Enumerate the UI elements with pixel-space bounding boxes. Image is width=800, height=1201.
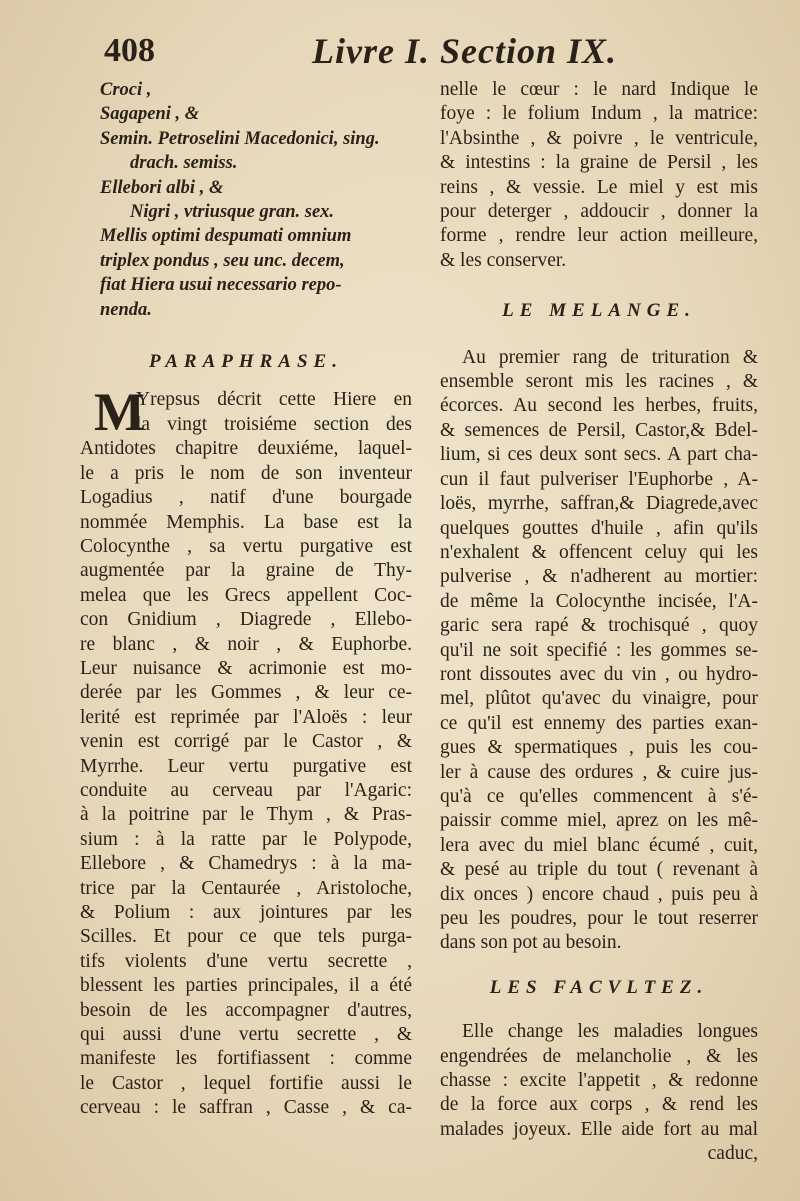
paragraph-line: conduite au cerveau par l'Agaric: [80,779,412,801]
paragraph-line: Elle change les maladies longues [462,1021,758,1043]
paragraph-line: cerveau : le saffran , Casse , & ca- [80,1097,412,1119]
catchword: caduc, [707,1143,758,1165]
paragraph-line: ront dissoutes avec du vin , ou hydro- [440,663,758,685]
paragraph-line: ce qu'il est ennemy des parties exan- [440,712,758,734]
paragraph-line: Antidotes chapitre deuxiéme, laquel- [80,438,412,460]
paragraph-line: le Castor , lequel fortifie aussi le [80,1072,412,1094]
paragraph-line: con Gnidium , Diagrede , Ellebo- [80,609,412,631]
paragraph-line: à la poitrine par le Thym , & Pras- [80,804,412,826]
recipe-line: Sagapeni , & [100,104,200,125]
paragraph-line: Yrepsus décrit cette Hiere en [136,389,412,411]
section-heading-paraphrase: PARAPHRASE. [149,351,343,373]
paragraph-line: Colocynthe , sa vertu purgative est [80,535,412,557]
paragraph-line: augmentée par la graine de Thy- [80,560,412,582]
paragraph-line: quelques gouttes d'huile , afin qu'ils [440,517,758,539]
paragraph-line: l'Absinthe , & poivre , le ventricule, [440,127,758,149]
paragraph-line: derée par les Gommes , & leur ce- [80,682,412,704]
paragraph-line: foye : le folium Indum , la matrice: [440,103,758,125]
paragraph-line: gues & spermatiques , puis les cou- [440,737,758,759]
paragraph-line: Au premier rang de trituration & [462,346,758,368]
melange-paragraph [440,346,758,956]
paragraph-line: venin est corrigé par le Castor , & [80,731,412,753]
paragraph-line: reins , & vessie. Le miel y est mis [440,176,758,198]
paragraph-line: & pesé au triple du tout ( revenant à [440,859,758,881]
paragraph-line: & les conserver. [440,249,567,271]
paragraph-line: Scilles. Et pour ce que tels purga- [80,926,412,948]
paragraph-line: engendrées de melancholie , & les [440,1045,758,1067]
paragraph-line: sium : à la ratte par le Polypode, [80,828,412,850]
recipe-line: Ellebori albi , & [100,177,224,198]
intro-paragraph [440,78,758,273]
recipe-line: Nigri , vtriusque gran. sex. [130,202,335,223]
paragraph-line: la vingt troisiéme section des [136,413,412,435]
recipe-block [80,78,412,322]
paragraph-line: pulverise , & n'adherent au mortier: [440,566,758,588]
paragraph-line: Logadius , natif d'une bourgade [80,487,412,509]
paraphrase-lines [80,437,412,1120]
paragraph-line: Leur nuisance & acrimonie est mo- [80,657,412,679]
facultez-paragraph [440,1020,758,1142]
recipe-line: drach. semiss. [130,153,238,174]
paragraph-line: cun il faut pulveriser l'Euphorbe , A- [440,468,758,490]
paragraph-line: nommée Memphis. La base est la [80,511,412,533]
paragraph-line: loës, myrrhe, saffran,& Diagrede,avec [440,493,758,515]
recipe-line: Semin. Petroselini Macedonici, sing. [100,128,380,149]
paragraph-line: lera avec du miel blanc écumé , cuit, [440,834,758,856]
paragraph-line: n'exhalent & offencent celuy qui les [440,541,758,563]
paragraph-line: paissir comme miel, aprez on les mê- [440,810,758,832]
paragraph-line: melea que les Grecs appellent Coc- [80,584,412,606]
paragraph-line: blessent les parties principales, il a été [80,975,412,997]
paragraph-line: dix onces ) encore chaud , puis peu à [440,883,758,905]
paragraph-line: écorces. Au second les herbes, fruits, [440,395,758,417]
paragraph-line: pour deterger , addoucir , donner la [440,201,758,223]
paragraph-line: le a pris le nom de son inventeur [80,462,412,484]
paragraph-line: Myrrhe. Leur vertu purgative est [80,755,412,777]
paragraph-line: manifeste les fortifiassent : comme [80,1048,412,1070]
paragraph-line: garic sera rapé & trochisqué , quoy [440,615,758,637]
drop-cap: M [94,382,145,443]
paragraph-line: lerité est reprimée par l'Aloës : leur [80,706,412,728]
paragraph-line: Ellebore , & Chamedrys : à la ma- [80,853,412,875]
recipe-line: Croci , [100,80,152,100]
right-column [440,78,758,1167]
recipe-line: fiat Hiera usui necessario repo- [100,275,342,296]
paragraph-line: tifs violents d'une vertu secrette , [80,950,412,972]
paragraph-line: nelle le cœur : le nard Indique le [440,79,758,100]
left-column [80,78,412,1121]
paragraph-line: dans son pot au besoin. [440,932,622,954]
paragraph-line: mel, plûtot qu'avec du vinaigre, pour [440,688,758,710]
recipe-line: nenda. [100,299,152,320]
paragraph-line: de même la Colocynthe incisée, l'A- [440,590,758,612]
recipe-line: triplex pondus , seu unc. decem, [100,250,345,271]
paragraph-line: chasse : excite l'appetit , & redonne [440,1070,758,1092]
paragraph-line: lium, si ces deux sont secs. A part cha- [440,444,758,466]
paragraph-line: trice par la Centaurée , Aristoloche, [80,877,412,899]
paragraph-line: malades joyeux. Elle aide fort au mal [440,1118,758,1140]
paragraph-line: forme , rendre leur action meilleure, [440,225,758,247]
paragraph-line: peu les poudres, pour le tout reserrer [440,908,758,929]
paragraph-line: & intestins : la graine de Persil , les [440,152,758,174]
paragraph-line: & semences de Persil, Castor,& Bdel- [440,419,758,441]
running-head: Livre I. Section IX. [312,31,617,71]
page-header [100,30,740,78]
paragraph-line: ler à cause des ordures , & cuire jus- [440,761,758,783]
paragraph-line: de la force aux corps , & rend les [440,1094,758,1116]
page-number: 408 [104,32,155,69]
paragraph-line: qu'il ne soit specifié : les gommes se- [440,639,758,661]
paragraph-line: & Polium : aux jointures par les [80,902,412,923]
paragraph-line: qu'à ce qu'elles commencent à s'é- [440,785,758,807]
paragraph-line: qui aussi d'une vertu secrette , & [80,1024,412,1046]
section-heading-facultez: LES FACVLTEZ. [489,976,709,998]
paragraph-line: re blanc , & noir , & Euphorbe. [80,633,412,655]
section-heading-melange: LE MELANGE. [502,300,696,322]
paragraph-line: ensemble seront mis les racines , & [440,371,758,393]
recipe-line: Mellis optimi despumati omnium [100,226,352,247]
paragraph-line: besoin de les accompagner d'autres, [80,999,412,1021]
paraphrase-paragraph [80,382,412,1120]
